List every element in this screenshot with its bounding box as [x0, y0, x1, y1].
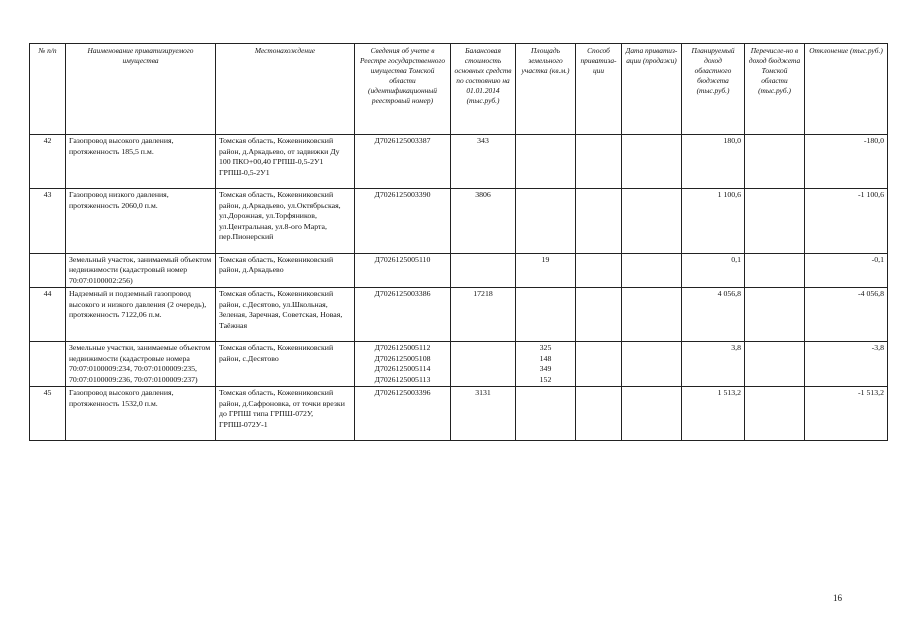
- land-area-list: [516, 342, 576, 387]
- land-area: [516, 135, 576, 189]
- balance-value: [451, 342, 516, 387]
- object-name: Газопровод высокого давления, протяженность 1532,0 п.м.: [66, 387, 216, 441]
- transferred-amount: [745, 288, 805, 342]
- row-number: [30, 342, 66, 387]
- land-area: 152: [539, 374, 552, 384]
- transferred-amount: [745, 253, 805, 288]
- balance-value: [451, 253, 516, 288]
- col-header-transferred: Перечисле-но в доход бюджета Томской области (тыс.руб.): [745, 44, 805, 135]
- object-name: Земельные участки, занимаемые объектом недвижимости (кадастровые номера 70:07:0100009:234, 70:07:0100009:235, 70:07:0100009:236, 70:07:0100009:237): [66, 342, 216, 387]
- land-area: 19: [516, 253, 576, 288]
- privatization-method: [576, 253, 622, 288]
- transferred-amount: [745, 342, 805, 387]
- land-area: [516, 387, 576, 441]
- registry-number: Д7026125003396: [355, 387, 451, 441]
- table-row: [30, 288, 888, 342]
- privatization-method: [576, 135, 622, 189]
- row-number: 42: [30, 135, 66, 189]
- object-location: Томская область, Кожевниковский район, с.Десятово: [216, 342, 355, 387]
- privatization-method: [576, 387, 622, 441]
- registry-number: Д7026125005112: [374, 343, 431, 352]
- col-header-deviation: Отклонение (тыс.руб.): [805, 44, 888, 135]
- privatization-date: [622, 387, 682, 441]
- row-number: [30, 253, 66, 288]
- balance-value: 17218: [451, 288, 516, 342]
- land-area: [516, 288, 576, 342]
- privatization-method: [576, 342, 622, 387]
- object-name: Надземный и подземный газопровод высокого и низкого давления (2 очередь), протяженность 7122,06 п.м.: [66, 288, 216, 342]
- registry-number: Д7026125005108: [374, 353, 431, 363]
- registry-number: Д7026125005113: [374, 374, 431, 384]
- table-row: [30, 189, 888, 254]
- registry-number: Д7026125003386: [355, 288, 451, 342]
- privatization-date: [622, 253, 682, 288]
- deviation-value: -180,0: [805, 135, 888, 189]
- land-area: [516, 189, 576, 254]
- row-number: 45: [30, 387, 66, 441]
- registry-number: Д7026125005110: [355, 253, 451, 288]
- row-number: 44: [30, 288, 66, 342]
- registry-number: Д7026125003387: [355, 135, 451, 189]
- deviation-value: -4 056,8: [805, 288, 888, 342]
- object-name: Земельный участок, занимаемый объектом недвижимости (кадастровый номер 70:07:0100002:256): [66, 253, 216, 288]
- land-area: 148: [539, 353, 552, 363]
- table-row: [30, 135, 888, 189]
- land-area: 349: [539, 364, 552, 373]
- table-row: [30, 387, 888, 441]
- planned-income: 0,1: [682, 253, 745, 288]
- page-number: 16: [833, 593, 842, 603]
- transferred-amount: [745, 135, 805, 189]
- object-location: Томская область, Кожевниковский район, д.Аркадьево: [216, 253, 355, 288]
- planned-income: 1 100,6: [682, 189, 745, 254]
- privatization-date: [622, 189, 682, 254]
- privatization-date: [622, 288, 682, 342]
- transferred-amount: [745, 387, 805, 441]
- object-name: Газопровод высокого давления, протяженность 185,5 п.м.: [66, 135, 216, 189]
- object-location: Томская область, Кожевниковский район, д.Сафроновка, от точки врезки до ГРПШ типа ГРПШ-072У, ГРПШ-072У-1: [216, 387, 355, 441]
- col-header-date: Дата приватиз-ации (продажи): [622, 44, 682, 135]
- deviation-value: -1 513,2: [805, 387, 888, 441]
- col-header-number: № п/п: [30, 44, 66, 135]
- privatization-date: [622, 135, 682, 189]
- balance-value: 3131: [451, 387, 516, 441]
- col-header-registry: Сведения об учете в Реестре государственного имущества Томской области (идентификационный реестровый номер): [355, 44, 451, 135]
- privatization-method: [576, 189, 622, 254]
- privatization-table: [29, 43, 888, 441]
- registry-number: Д7026125003390: [355, 189, 451, 254]
- land-area: 325: [539, 343, 552, 352]
- registry-number: Д7026125005114: [374, 364, 431, 373]
- privatization-date: [622, 342, 682, 387]
- object-location: Томская область, Кожевниковский район, с.Десятово, ул.Школьная, Зеленая, Заречная, Советская, Новая, Таёжная: [216, 288, 355, 342]
- col-header-balance: Балансовая стоимость основных средств по состоянию на 01.01.2014 (тыс.руб.): [451, 44, 516, 135]
- col-header-method: Способ приватиза-ции: [576, 44, 622, 135]
- planned-income: 4 056,8: [682, 288, 745, 342]
- object-name: Газопровод низкого давления, протяженность 2060,0 п.м.: [66, 189, 216, 254]
- balance-value: 3806: [451, 189, 516, 254]
- col-header-area: Площадь земельного участка (кв.м.): [516, 44, 576, 135]
- registry-number-list: [355, 342, 451, 387]
- deviation-value: -3,8: [805, 342, 888, 387]
- privatization-method: [576, 288, 622, 342]
- planned-income: 1 513,2: [682, 387, 745, 441]
- planned-income: 180,0: [682, 135, 745, 189]
- col-header-location: Местонахождение: [216, 44, 355, 135]
- balance-value: 343: [451, 135, 516, 189]
- table-row: [30, 253, 888, 288]
- transferred-amount: [745, 189, 805, 254]
- row-number: 43: [30, 189, 66, 254]
- object-location: Томская область, Кожевниковский район, д.Аркадьево, ул.Октябрьская, ул.Дорожная, ул.Торфяников, ул.Центральная, ул.8-ого Марта, пер.Пионерский: [216, 189, 355, 254]
- planned-income: 3,8: [682, 342, 745, 387]
- col-header-planned: Планируемый доход областного бюджета (тыс.руб.): [682, 44, 745, 135]
- object-location: Томская область, Кожевниковский район, д.Аркадьево, от задвижки Ду 100 ПКО+00,40 ГРПШ-0,5-2У1 ГРПШ-0,5-2У1: [216, 135, 355, 189]
- col-header-name: Наименование приватизируемого имущества: [66, 44, 216, 135]
- deviation-value: -1 100,6: [805, 189, 888, 254]
- table-row: [30, 342, 888, 387]
- deviation-value: -0,1: [805, 253, 888, 288]
- table-header-row: [30, 44, 888, 135]
